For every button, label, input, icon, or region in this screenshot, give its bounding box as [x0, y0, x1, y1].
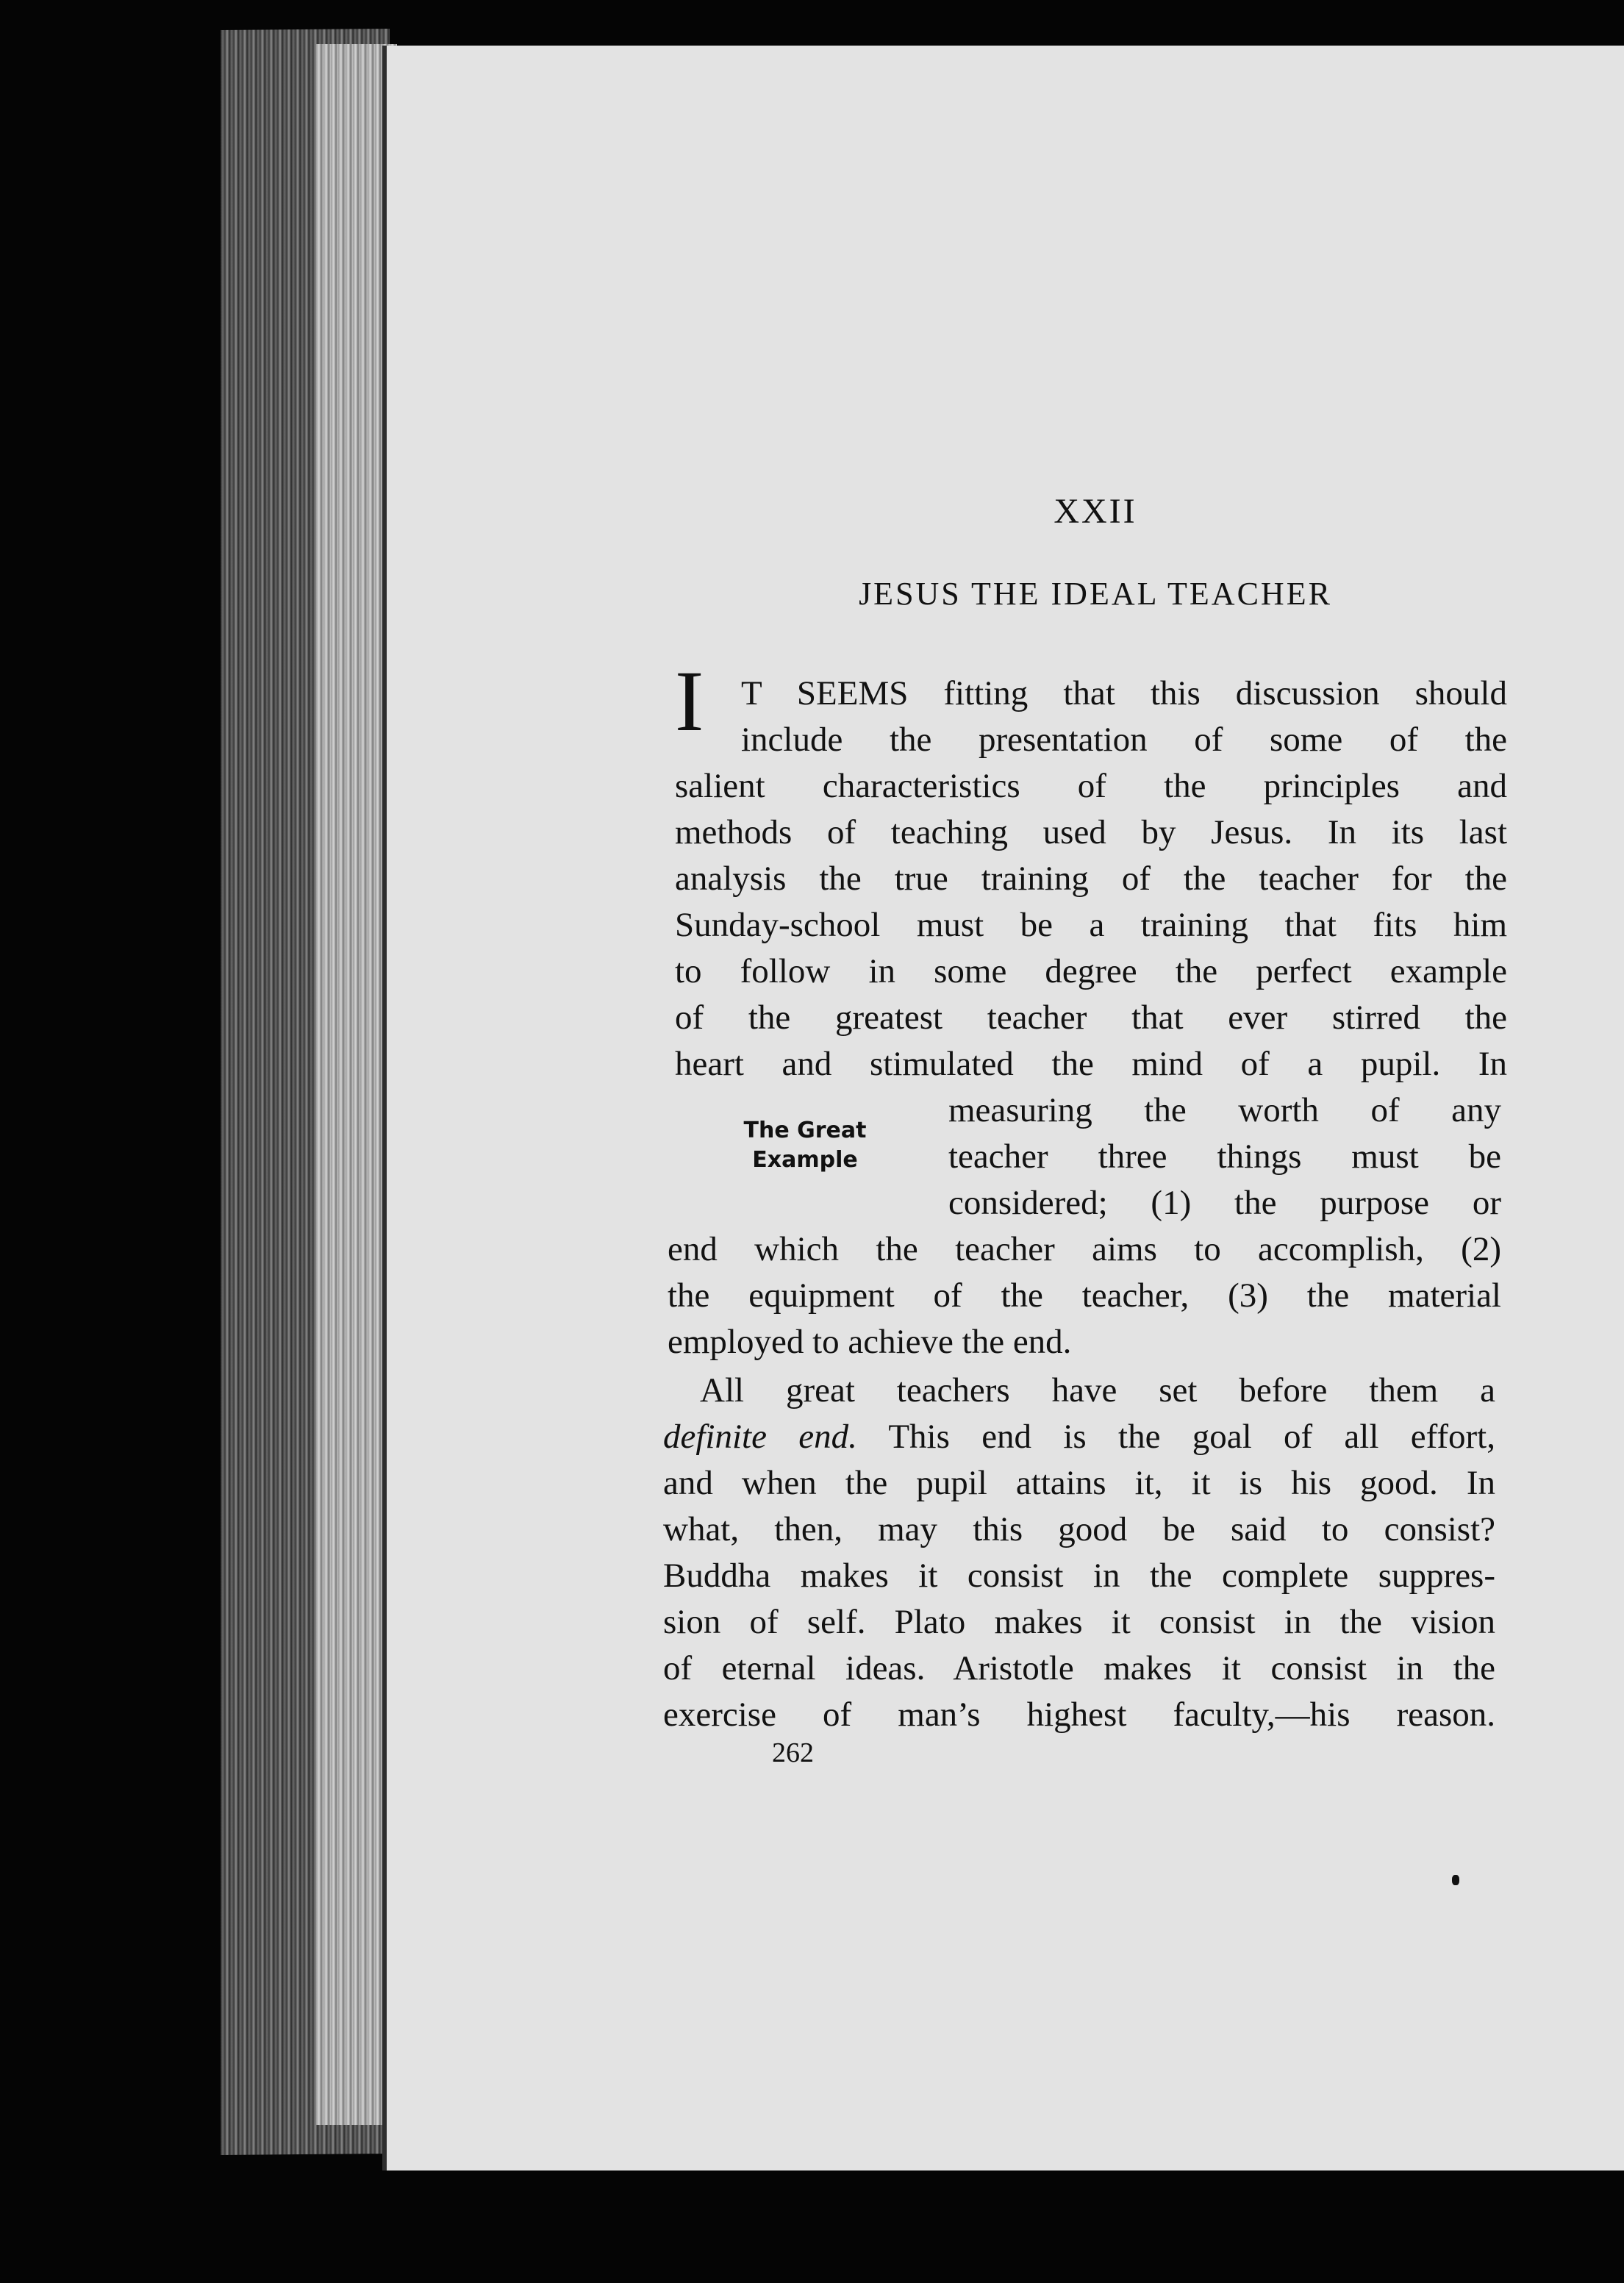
text-line: Sunday-school must be a training that fits him: [675, 906, 1507, 944]
text-line: heart and stimulated the mind of a pupil. In: [675, 1045, 1507, 1083]
text-line: methods of teaching used by Jesus. In its last: [675, 813, 1507, 851]
text-line: All great teachers have set before them a: [700, 1371, 1495, 1410]
text-line: T SEEMS fitting that this discussion should: [741, 674, 1507, 712]
text-line: to follow in some degree the perfect example: [675, 952, 1507, 990]
text-line: and when the pupil attains it, it is his good. In: [663, 1464, 1495, 1502]
text-line: end which the teacher aims to accomplish, (2): [668, 1230, 1501, 1268]
text-line: what, then, may this good be said to consist?: [663, 1510, 1495, 1548]
text-line: [663, 1414, 1495, 1460]
margin-note-line: The Great: [743, 1118, 867, 1143]
paragraph-1-opening: [741, 671, 1507, 763]
margin-note-line: Example: [752, 1147, 858, 1173]
text-line: include the presentation of some of the: [741, 721, 1507, 759]
emphasis-text: definite end.: [663, 1418, 857, 1456]
text-fragment: This end is the goal of all effort,: [856, 1418, 1495, 1456]
text-line: teacher three things must be: [948, 1137, 1501, 1176]
text-line: Buddha makes it consist in the complete suppres-: [663, 1557, 1495, 1595]
text-line: exercise of man’s highest faculty,—his reason.: [663, 1696, 1495, 1734]
text-line: measuring the worth of any: [948, 1091, 1501, 1129]
text-line: of eternal ideas. Aristotle makes it consist in the: [663, 1649, 1495, 1687]
paragraph-1-body: [675, 763, 1507, 1087]
text-line: of the greatest teacher that ever stirred the: [675, 998, 1507, 1037]
margin-note: [720, 1116, 890, 1175]
paragraph-1-end: [668, 1226, 1501, 1365]
paragraph-2: [663, 1368, 1495, 1738]
text-line: the equipment of the teacher, (3) the material: [668, 1276, 1501, 1315]
text-line: analysis the true training of the teacher for the: [675, 860, 1507, 898]
text-line: employed to achieve the end.: [668, 1323, 1072, 1361]
drop-cap: I: [675, 653, 704, 749]
text-line: sion of self. Plato makes it consist in the vision: [663, 1603, 1495, 1641]
chapter-number: XXII: [1054, 492, 1137, 531]
chapter-title: JESUS THE IDEAL TEACHER: [859, 576, 1332, 612]
ink-speck: [1452, 1875, 1459, 1885]
text-line: considered; (1) the purpose or: [948, 1184, 1501, 1222]
text-line: salient characteristics of the principles and: [675, 767, 1507, 805]
paragraph-1-side-lines: [948, 1087, 1501, 1226]
page-number: 262: [772, 1737, 814, 1768]
